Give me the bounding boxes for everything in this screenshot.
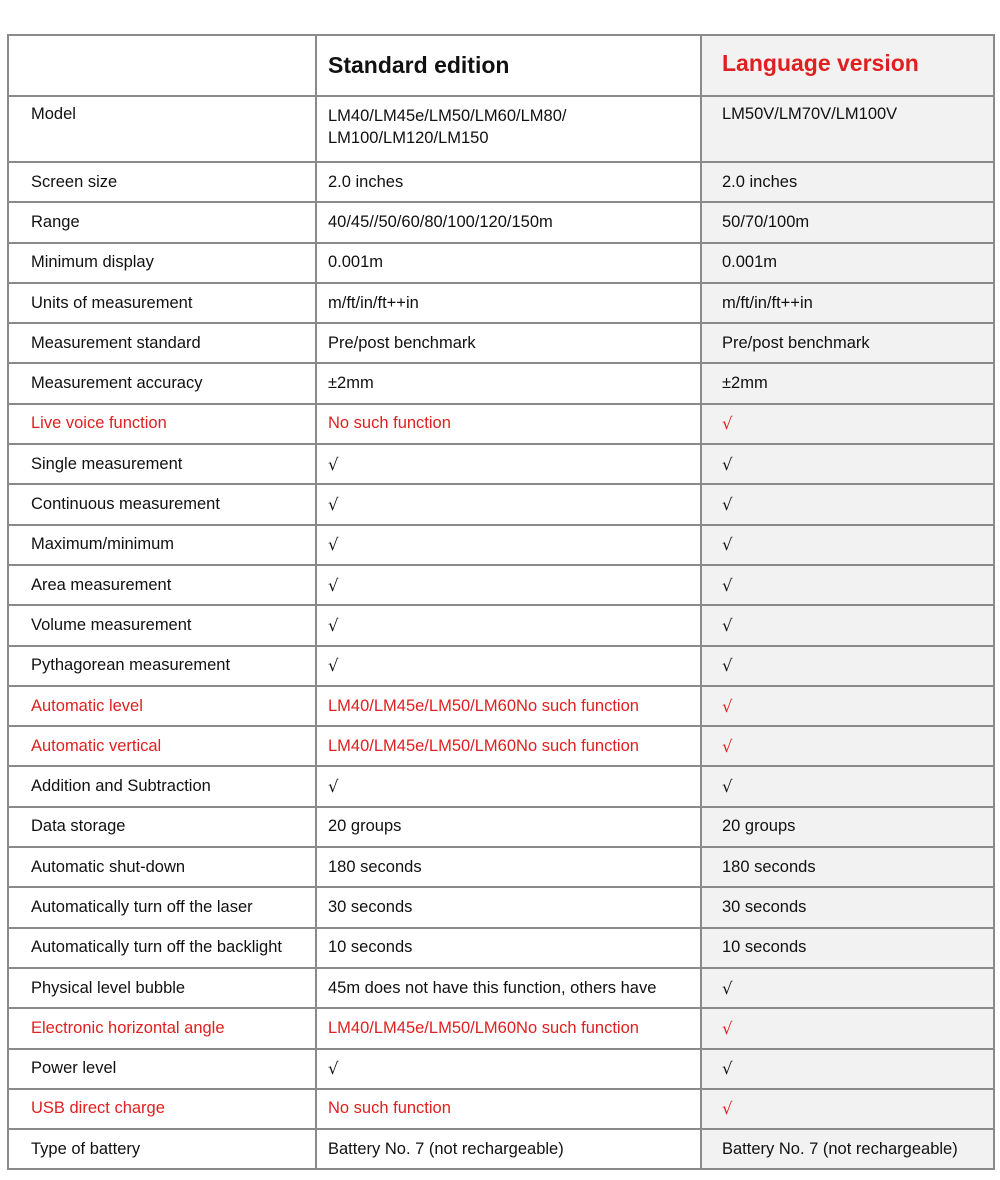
standard-edition-cell: √	[316, 766, 701, 806]
language-version-cell: √	[701, 1089, 994, 1129]
standard-edition-cell: Pre/post benchmark	[316, 323, 701, 363]
table-body	[8, 96, 994, 1169]
feature-cell: Model	[8, 96, 316, 162]
standard-edition-cell: ±2mm	[316, 363, 701, 403]
table-row	[8, 162, 994, 202]
standard-edition-cell: 0.001m	[316, 243, 701, 283]
standard-edition-cell: 30 seconds	[316, 887, 701, 927]
table-row	[8, 96, 994, 162]
feature-cell: Range	[8, 202, 316, 242]
feature-cell: Automatically turn off the backlight	[8, 928, 316, 968]
table-row	[8, 646, 994, 686]
feature-cell: Continuous measurement	[8, 484, 316, 524]
language-version-cell: √	[701, 968, 994, 1008]
feature-cell: Maximum/minimum	[8, 525, 316, 565]
feature-cell: Data storage	[8, 807, 316, 847]
feature-cell: Addition and Subtraction	[8, 766, 316, 806]
language-version-cell: √	[701, 1049, 994, 1089]
standard-edition-cell: √	[316, 565, 701, 605]
standard-edition-cell: √	[316, 1049, 701, 1089]
language-version-cell: LM50V/LM70V/LM100V	[701, 96, 994, 162]
language-version-cell: √	[701, 766, 994, 806]
standard-edition-cell: √	[316, 525, 701, 565]
table-row	[8, 726, 994, 766]
table-row	[8, 1049, 994, 1089]
standard-edition-cell: LM40/LM45e/LM50/LM60No such function	[316, 1008, 701, 1048]
standard-edition-cell: 2.0 inches	[316, 162, 701, 202]
table-row	[8, 404, 994, 444]
standard-edition-cell: √	[316, 605, 701, 645]
feature-cell: Automatically turn off the laser	[8, 887, 316, 927]
table-row	[8, 363, 994, 403]
standard-edition-cell: LM40/LM45e/LM50/LM60No such function	[316, 686, 701, 726]
header-feature	[8, 35, 316, 96]
standard-edition-cell: Battery No. 7 (not rechargeable)	[316, 1129, 701, 1169]
feature-cell: Type of battery	[8, 1129, 316, 1169]
language-version-cell: Pre/post benchmark	[701, 323, 994, 363]
feature-cell: USB direct charge	[8, 1089, 316, 1129]
table-row	[8, 968, 994, 1008]
standard-edition-cell: 45m does not have this function, others have	[316, 968, 701, 1008]
table-row	[8, 525, 994, 565]
table-row	[8, 283, 994, 323]
language-version-cell: 180 seconds	[701, 847, 994, 887]
language-version-cell: 30 seconds	[701, 887, 994, 927]
table-row	[8, 565, 994, 605]
language-version-cell: 10 seconds	[701, 928, 994, 968]
standard-edition-cell: LM40/LM45e/LM50/LM60No such function	[316, 726, 701, 766]
language-version-cell: √	[701, 525, 994, 565]
table-row	[8, 243, 994, 283]
language-version-cell: √	[701, 1008, 994, 1048]
language-version-cell: 20 groups	[701, 807, 994, 847]
feature-cell: Volume measurement	[8, 605, 316, 645]
table-row	[8, 444, 994, 484]
language-version-cell: m/ft/in/ft++in	[701, 283, 994, 323]
table-row	[8, 1129, 994, 1169]
feature-cell: Electronic horizontal angle	[8, 1008, 316, 1048]
table-row	[8, 484, 994, 524]
standard-edition-cell: √	[316, 484, 701, 524]
standard-edition-cell: m/ft/in/ft++in	[316, 283, 701, 323]
language-version-cell: 2.0 inches	[701, 162, 994, 202]
header-standard-edition: Standard edition	[316, 35, 701, 96]
feature-cell: Screen size	[8, 162, 316, 202]
feature-cell: Automatic shut-down	[8, 847, 316, 887]
language-version-cell: √	[701, 444, 994, 484]
language-version-cell: √	[701, 686, 994, 726]
language-version-cell: ±2mm	[701, 363, 994, 403]
spec-comparison-table	[7, 34, 995, 1170]
language-version-cell: √	[701, 726, 994, 766]
language-version-cell: Battery No. 7 (not rechargeable)	[701, 1129, 994, 1169]
feature-cell: Measurement standard	[8, 323, 316, 363]
language-version-cell: √	[701, 605, 994, 645]
standard-edition-cell: No such function	[316, 404, 701, 444]
language-version-cell: 50/70/100m	[701, 202, 994, 242]
feature-cell: Area measurement	[8, 565, 316, 605]
feature-cell: Physical level bubble	[8, 968, 316, 1008]
table-row	[8, 847, 994, 887]
header-language-version: Language version	[701, 35, 994, 96]
standard-edition-cell: No such function	[316, 1089, 701, 1129]
table-row	[8, 928, 994, 968]
standard-edition-cell: LM40/LM45e/LM50/LM60/LM80/ LM100/LM120/LM150	[316, 96, 701, 162]
feature-cell: Automatic level	[8, 686, 316, 726]
table-row	[8, 807, 994, 847]
feature-cell: Measurement accuracy	[8, 363, 316, 403]
header-row	[8, 35, 994, 96]
table-row	[8, 686, 994, 726]
standard-edition-cell: √	[316, 444, 701, 484]
feature-cell: Single measurement	[8, 444, 316, 484]
feature-cell: Units of measurement	[8, 283, 316, 323]
standard-edition-cell: 10 seconds	[316, 928, 701, 968]
standard-edition-cell: 40/45//50/60/80/100/120/150m	[316, 202, 701, 242]
table-row	[8, 887, 994, 927]
table-row	[8, 1008, 994, 1048]
standard-edition-cell: 20 groups	[316, 807, 701, 847]
feature-cell: Pythagorean measurement	[8, 646, 316, 686]
feature-cell: Minimum display	[8, 243, 316, 283]
table-row	[8, 1089, 994, 1129]
feature-cell: Live voice function	[8, 404, 316, 444]
standard-edition-cell: 180 seconds	[316, 847, 701, 887]
language-version-cell: √	[701, 484, 994, 524]
language-version-cell: √	[701, 404, 994, 444]
table-row	[8, 202, 994, 242]
feature-cell: Automatic vertical	[8, 726, 316, 766]
standard-edition-cell: √	[316, 646, 701, 686]
table-row	[8, 766, 994, 806]
table-row	[8, 605, 994, 645]
language-version-cell: 0.001m	[701, 243, 994, 283]
language-version-cell: √	[701, 565, 994, 605]
feature-cell: Power level	[8, 1049, 316, 1089]
language-version-cell: √	[701, 646, 994, 686]
table-row	[8, 323, 994, 363]
